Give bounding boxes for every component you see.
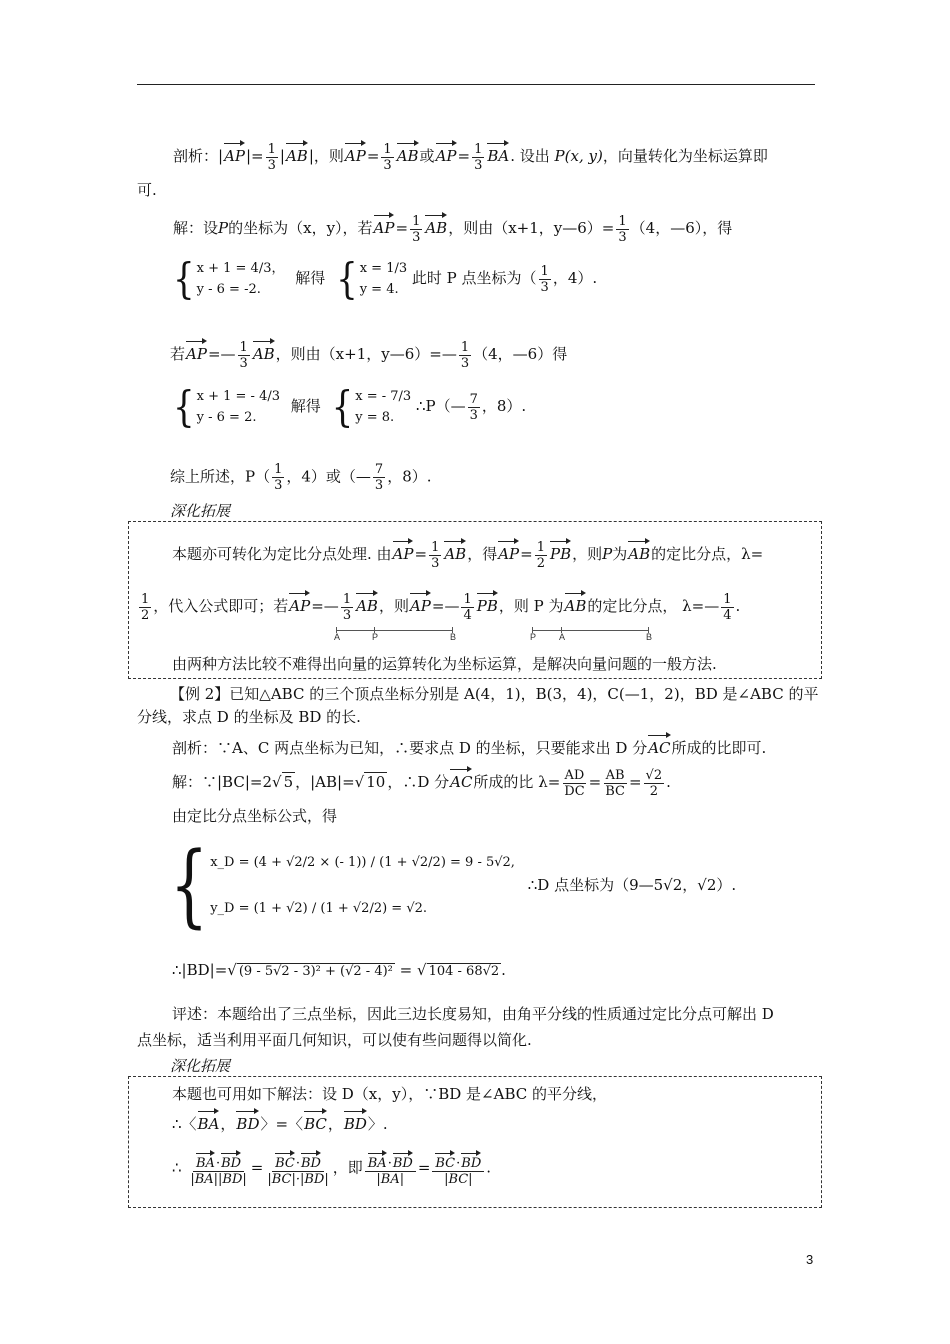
denominator: |BC|·|BD|	[267, 1172, 329, 1187]
text: 剖析：∵A、C 两点坐标为已知，∴要求点 D 的坐标，只要能求出 D 分	[172, 739, 648, 757]
section-heading: 深化拓展	[170, 1057, 231, 1075]
text: ，则	[378, 597, 409, 615]
vector-bd: BD	[393, 1150, 413, 1171]
text: 的定比分点，λ=	[651, 545, 764, 563]
system	[355, 386, 411, 428]
vector-ab: AB	[444, 538, 466, 564]
text: ，则由（x+1，y—6）=—	[275, 345, 457, 363]
text: 综上所述，P（	[170, 467, 271, 486]
text: （4，—6）得	[473, 345, 568, 363]
sqrt-arg: 5	[283, 773, 294, 791]
text: =	[399, 961, 413, 979]
denominator: 4	[463, 607, 472, 623]
box2-line-1: 本题也可用如下解法：设 D（x，y），∵BD 是∠ABC 的平分线，	[172, 1085, 607, 1103]
vector-ba: BA	[368, 1150, 387, 1171]
vector-pb: PB	[550, 538, 571, 564]
fraction-root2-over-2	[644, 768, 665, 799]
brace: {	[336, 254, 358, 304]
text: . 设出	[510, 147, 550, 165]
brace: {	[170, 833, 209, 939]
text: ，则 P 为	[498, 597, 564, 615]
denominator: 3	[383, 157, 392, 173]
numerator: 1	[412, 213, 421, 229]
point-label: A	[559, 632, 566, 642]
sqrt-arg: 104 - 68√2	[428, 964, 500, 979]
vector-bc: BC	[435, 1150, 455, 1171]
numerator: 1	[431, 539, 440, 555]
text: 的坐标为（x，y），若	[228, 219, 373, 237]
vector-ab: AB	[253, 338, 275, 364]
equation-system-1	[173, 254, 598, 304]
vector-ba: BA	[198, 1108, 220, 1134]
numerator: 1	[723, 591, 732, 607]
numerator: 7	[469, 391, 478, 407]
denominator: 2	[649, 783, 658, 799]
denominator: 3	[342, 607, 352, 623]
text: ∴P（—	[415, 397, 466, 415]
equation: x = - 7/3	[355, 389, 412, 404]
text: ，向量转化为坐标运算即	[602, 147, 768, 165]
text: |，则	[308, 147, 344, 165]
text: ，4）.	[552, 269, 598, 287]
numerator: 1	[342, 591, 352, 607]
segment-diagram-1	[336, 630, 456, 644]
vector-ap: AP	[410, 590, 431, 616]
vector-bd: BD	[301, 1150, 321, 1171]
text: |	[279, 147, 285, 165]
numerator: 1	[383, 141, 392, 157]
numerator: 1	[474, 141, 483, 157]
example2-line-2: 分线，求点 D 的坐标及 BD 的长.	[137, 708, 361, 726]
denominator: 3	[618, 229, 627, 245]
box2-line-2	[172, 1108, 388, 1134]
numerator: AD	[564, 767, 585, 783]
text: ，代入公式即可；若	[153, 597, 289, 615]
vector-pb: PB	[477, 590, 498, 616]
numerator: 7	[374, 462, 384, 477]
analysis-line-1: 剖析：|AP|= $\frac{1}{3}$ |AB|，则AP= $\frac{1}{3}$ AB或AP= $\frac{1}{3}$ BA. 设出 P(x, y)，向量转化为坐标运算即	[173, 141, 768, 173]
cosine-fraction-1	[188, 1150, 248, 1187]
denominator: 3	[412, 229, 421, 245]
equation: y = 4.	[359, 282, 399, 297]
text: 〉=〈	[260, 1115, 304, 1133]
projection-fraction-1	[365, 1150, 416, 1187]
numerator: 1	[463, 591, 472, 607]
fraction-one-third	[429, 540, 441, 571]
text: 所成的比即可.	[671, 739, 767, 757]
vector-bd: BD	[461, 1150, 481, 1171]
vector-ba: BA	[196, 1150, 215, 1171]
dot: ·	[387, 1156, 392, 1171]
equation: y - 6 = -2.	[196, 282, 261, 297]
fraction-one-half	[535, 540, 547, 571]
equation: y - 6 = 2.	[196, 410, 257, 425]
denominator: 3	[374, 478, 384, 493]
vector-ap: AP	[393, 538, 414, 564]
system	[360, 258, 407, 300]
vector-ab: AB	[425, 212, 447, 238]
text: （4，—6），得	[630, 219, 733, 237]
equation-system-2	[173, 382, 527, 432]
equation: y_D = (1 + √2) / (1 + √2/2) = √2.	[210, 901, 428, 916]
example2-solution: 解：∵|BC|=2√ 5 ，|AB|=√ 10 ，∴D 分AC所成的比 λ= $\frac{AD}{DC}$ = $\frac{AB}{BC}$ = $\frac{√2}{2}$ .	[172, 767, 671, 799]
summary-line	[170, 462, 432, 493]
denominator: DC	[564, 783, 585, 799]
dot: ·	[215, 1156, 221, 1171]
vector-ba: BA	[487, 140, 509, 166]
text: 此时 P 点坐标为（	[411, 269, 537, 287]
system	[197, 386, 280, 428]
section-heading: 深化拓展	[170, 502, 231, 520]
numerator: 1	[460, 339, 470, 355]
denominator: |BA|	[376, 1172, 405, 1187]
denominator: 3	[460, 355, 470, 371]
text: P	[602, 545, 613, 563]
text: 本题亦可转化为定比分点处理. 由	[172, 545, 392, 563]
box1-line-3: 由两种方法比较不难得出向量的运算转化为坐标运算，是解决向量问题的一般方法.	[172, 655, 717, 673]
solution-line: 解：设P的坐标为（x，y），若AP= $\frac{1}{3}$ AB，则由（x+1，y—6）= $\frac{1}{3}$ （4，—6），得	[173, 213, 733, 245]
header-rule	[137, 84, 815, 85]
numerator: 1	[267, 141, 276, 157]
segment-line	[532, 630, 648, 631]
text: ，即	[332, 1158, 363, 1177]
equation: x = 1/3	[359, 261, 408, 276]
numerator	[365, 1150, 416, 1172]
numerator	[193, 1150, 244, 1172]
denominator: 2	[141, 607, 150, 623]
text: 解得	[295, 269, 326, 287]
brace: {	[331, 382, 354, 432]
page-number: 3	[806, 1252, 814, 1267]
vector-ab: AB	[286, 140, 308, 166]
denominator: 4	[723, 607, 732, 623]
denominator: 3	[267, 157, 276, 173]
system	[197, 258, 285, 300]
numerator: AB	[605, 767, 625, 783]
vector-ac: AC	[450, 766, 472, 792]
fraction-ad-dc	[562, 768, 586, 799]
text: ，	[220, 1115, 236, 1133]
fraction-one-third	[272, 462, 284, 493]
text: 解：设	[173, 219, 219, 237]
box1-line-2	[137, 590, 740, 623]
denominator: BC	[605, 783, 625, 799]
analysis-line-2: 可.	[137, 181, 157, 199]
numerator: 1	[141, 591, 150, 607]
text: 解得	[290, 397, 321, 415]
example2-analysis	[172, 732, 766, 758]
denominator: |BC|	[444, 1172, 473, 1187]
text: 或	[419, 147, 435, 165]
text: ，8）.	[481, 397, 527, 415]
vector-ap: AP	[436, 140, 457, 166]
fraction-one-third	[266, 142, 278, 173]
vector-ac: AC	[648, 732, 670, 758]
denominator: 3	[540, 279, 549, 295]
point-label: B	[646, 632, 653, 642]
dot: ·	[456, 1156, 461, 1171]
vector-bc: BC	[275, 1150, 295, 1171]
text: 所成的比 λ=	[473, 773, 561, 791]
text: P	[218, 219, 229, 237]
numerator: 1	[540, 263, 549, 279]
text: ∴|BD|=	[172, 961, 228, 979]
box1-line-1: 本题亦可转化为定比分点处理. 由AP= $\frac{1}{3}$ AB，得AP= $\frac{1}{2}$ PB，则P为AB的定比分点，λ=	[172, 539, 764, 571]
denominator: 2	[536, 555, 546, 571]
denominator: 3	[239, 355, 248, 371]
dot: ·	[295, 1156, 300, 1171]
fraction-one-quarter	[721, 592, 733, 623]
denominator: 3	[474, 157, 483, 173]
vector-ap: AP	[345, 140, 366, 166]
numerator: √2	[645, 767, 663, 783]
sqrt-arg: (9 - 5√2 - 3)² + (√2 - 4)²	[238, 964, 393, 979]
vector-ab: AB	[565, 590, 587, 616]
numerator: 1	[536, 539, 546, 555]
text: ，	[327, 1115, 343, 1133]
fraction-seven-thirds	[468, 392, 480, 423]
projection-fraction-2	[432, 1150, 484, 1187]
point-p: P(x, y)	[554, 147, 603, 165]
numerator: 1	[274, 462, 283, 477]
example2-formula-intro: 由定比分点坐标公式，得	[172, 807, 338, 825]
text: =—	[431, 597, 460, 615]
fraction-ab-bc	[603, 768, 627, 799]
evaluation-line-1: 评述：本题给出了三点坐标，因此三边长度易知，由角平分线的性质通过定比分点可解出 D	[172, 1005, 774, 1023]
text: ，|AB|=	[295, 773, 355, 791]
text: ∴D 点坐标为（9—5√2，√2）.	[527, 876, 737, 894]
fraction-one-third	[238, 340, 250, 371]
numerator	[272, 1150, 324, 1172]
vector-bc: BC	[304, 1108, 327, 1134]
text: |=	[246, 147, 264, 165]
vector-bd: BD	[236, 1108, 259, 1134]
evaluation-line-2: 点坐标，适当利用平面几何知识，可以使有些问题得以简化.	[137, 1031, 532, 1049]
fraction-one-third	[381, 142, 393, 173]
fraction-one-quarter	[461, 592, 473, 623]
case-2-line	[170, 338, 567, 371]
bd-length: ∴|BD|=√ (9 - 5√2 - 3)² + (√2 - 4)² = √ 104 - 68√2 .	[172, 961, 506, 979]
vector-ap: AP	[224, 140, 245, 166]
denominator: |BA||BD|	[190, 1172, 247, 1187]
system	[210, 840, 515, 932]
fraction-one-third	[539, 264, 551, 295]
vector-ab: AB	[628, 538, 650, 564]
segment-line	[336, 630, 452, 631]
brace: {	[173, 382, 195, 432]
denominator: 3	[274, 478, 283, 493]
vector-bd: BD	[221, 1150, 241, 1171]
numerator: 1	[239, 339, 248, 355]
text: =—	[207, 345, 236, 363]
text: 剖析：|	[173, 147, 224, 165]
numerator: 1	[618, 213, 627, 229]
text: 若	[170, 345, 186, 363]
fraction-one-half	[139, 592, 151, 623]
vector-ab: AB	[397, 140, 419, 166]
vector-ab: AB	[356, 590, 378, 616]
text: =—	[311, 597, 339, 615]
point-label: P	[530, 632, 537, 642]
equation: y = 8.	[355, 410, 395, 425]
point-label: A	[334, 632, 341, 642]
text: 解：∵|BC|=2	[172, 773, 272, 791]
vector-bd: BD	[344, 1108, 367, 1134]
text: 为	[612, 545, 628, 563]
text: ，8）.	[387, 467, 432, 486]
equation: x + 1 = - 4/3	[196, 389, 281, 404]
denominator: 3	[431, 555, 440, 571]
equation: x + 1 = 4/3，	[196, 261, 285, 276]
text: ∴〈	[172, 1115, 197, 1133]
vector-ap: AP	[498, 538, 519, 564]
vector-ap: AP	[374, 212, 395, 238]
fraction-one-third	[341, 592, 353, 623]
fraction-one-third	[459, 340, 471, 371]
segment-diagram-2	[532, 630, 652, 644]
vector-ap: AP	[186, 338, 207, 364]
text: ，∴D 分	[387, 773, 450, 791]
example2-line-1: 【例 2】已知△ABC 的三个顶点坐标分别是 A(4，1)，B(3，4)，C(—1，2)，BD 是∠ABC 的平	[170, 685, 819, 703]
text: 的定比分点， λ=—	[587, 597, 720, 615]
equation: x_D = (4 + √2/2 × (- 1)) / (1 + √2/2) = 9 - 5√2,	[210, 855, 515, 870]
point-label: P	[372, 632, 379, 642]
text: ，则	[572, 545, 603, 563]
sqrt-arg: 10	[366, 773, 386, 791]
coordinate-system	[170, 833, 737, 939]
point-label: B	[450, 632, 457, 642]
text: ，得	[467, 545, 498, 563]
text: ∴	[172, 1158, 182, 1177]
fraction-seven-thirds	[373, 462, 385, 493]
brace: {	[173, 254, 195, 304]
fraction-one-third	[410, 214, 422, 245]
vector-ap: AP	[289, 590, 310, 616]
text: ，则由（x+1，y—6）=	[448, 219, 615, 237]
fraction-one-third	[616, 214, 628, 245]
box2-line-3: ∴ $\frac{BA\cdot BD}{|BA||BD|}$ = $\frac{BC\cdot BD}{|BC|\cdot|BD|}$ ，即 $\frac{BA\cdot BD}{|BA|}$ = $\frac{BC\cdot BD}{|BC|}$ .	[172, 1150, 491, 1187]
text: ，4）或（—	[286, 467, 371, 486]
fraction-one-third	[472, 142, 484, 173]
text: .	[735, 597, 741, 615]
text: 〉.	[367, 1115, 388, 1133]
denominator: 3	[469, 407, 478, 423]
cosine-fraction-2	[265, 1150, 330, 1187]
numerator	[432, 1150, 484, 1172]
